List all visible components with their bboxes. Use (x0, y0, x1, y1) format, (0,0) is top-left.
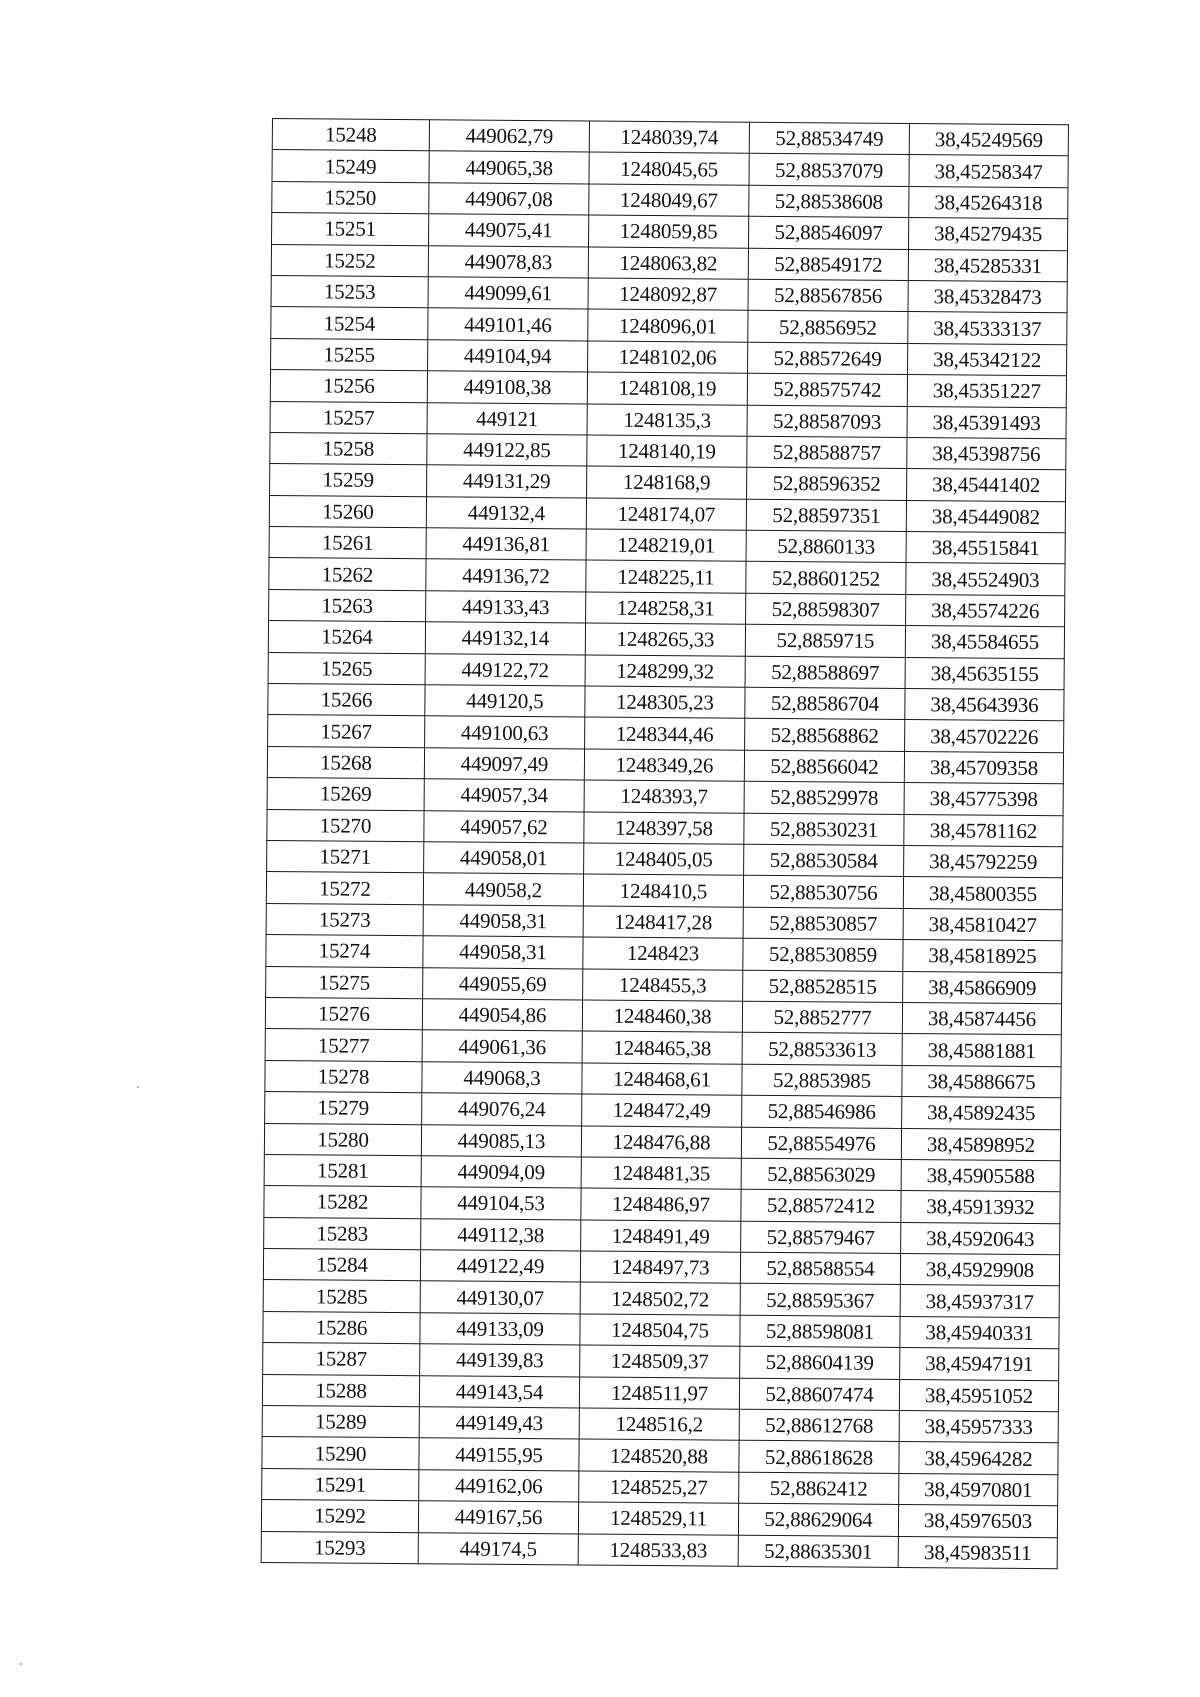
point-number-cell: 15265 (268, 652, 425, 685)
longitude-cell: 38,45515841 (906, 532, 1065, 565)
longitude-cell: 38,45810427 (903, 908, 1062, 941)
longitude-cell: 38,45970801 (899, 1473, 1058, 1506)
latitude-cell: 52,88528515 (743, 970, 903, 1003)
x-coordinate-cell: 449167,56 (418, 1501, 578, 1534)
point-number-cell: 15279 (265, 1092, 422, 1125)
y-coordinate-cell: 1248455,3 (583, 969, 743, 1002)
point-number-cell: 15284 (263, 1249, 420, 1282)
point-number-cell: 15254 (271, 307, 428, 340)
latitude-cell: 52,8852777 (742, 1001, 902, 1034)
longitude-cell: 38,45983511 (898, 1536, 1057, 1569)
longitude-cell: 38,45709358 (904, 751, 1063, 784)
latitude-cell: 52,88604139 (740, 1346, 900, 1379)
y-coordinate-cell: 1248265,33 (585, 623, 745, 656)
point-number-cell: 15259 (270, 464, 427, 497)
point-number-cell: 15260 (269, 495, 426, 528)
point-number-cell: 15268 (267, 746, 424, 779)
x-coordinate-cell: 449112,38 (421, 1218, 581, 1251)
point-number-cell: 15287 (263, 1343, 420, 1376)
longitude-cell: 38,45441402 (907, 469, 1066, 502)
longitude-cell: 38,45886675 (902, 1065, 1061, 1098)
x-coordinate-cell: 449133,43 (426, 591, 586, 624)
latitude-cell: 52,8853985 (742, 1064, 902, 1097)
latitude-cell: 52,88618628 (739, 1441, 899, 1474)
longitude-cell: 38,45333137 (908, 312, 1067, 345)
x-coordinate-cell: 449099,61 (428, 277, 588, 310)
y-coordinate-cell: 1248405,05 (584, 843, 744, 876)
point-number-cell: 15278 (265, 1060, 422, 1093)
latitude-cell: 52,88530231 (744, 813, 904, 846)
point-number-cell: 15289 (262, 1405, 419, 1438)
longitude-cell: 38,45249569 (909, 124, 1068, 157)
longitude-cell: 38,45964282 (899, 1442, 1058, 1475)
point-number-cell: 15263 (269, 589, 426, 622)
latitude-cell: 52,8856952 (748, 311, 908, 344)
document-sheet (261, 118, 1068, 1569)
latitude-cell: 52,8860133 (746, 530, 906, 563)
x-coordinate-cell: 449139,83 (420, 1344, 580, 1377)
latitude-cell: 52,88568862 (745, 719, 905, 752)
latitude-cell: 52,88530857 (743, 907, 903, 940)
point-number-cell: 15269 (267, 778, 424, 811)
longitude-cell: 38,45898952 (901, 1128, 1060, 1161)
y-coordinate-cell: 1248417,28 (583, 906, 743, 939)
y-coordinate-cell: 1248516,2 (579, 1408, 739, 1441)
latitude-cell: 52,88530584 (744, 844, 904, 877)
longitude-cell: 38,45940331 (900, 1316, 1059, 1349)
point-number-cell: 15273 (266, 903, 423, 936)
point-number-cell: 15290 (262, 1437, 419, 1470)
latitude-cell: 52,88597351 (746, 499, 906, 532)
y-coordinate-cell: 1248504,75 (580, 1314, 740, 1347)
x-coordinate-cell: 449132,4 (426, 496, 586, 529)
x-coordinate-cell: 449062,79 (429, 120, 589, 153)
point-number-cell: 15253 (271, 275, 428, 308)
longitude-cell: 38,45258347 (909, 155, 1068, 188)
point-number-cell: 15288 (262, 1374, 419, 1407)
x-coordinate-cell: 449122,85 (427, 434, 587, 467)
y-coordinate-cell: 1248529,11 (578, 1502, 738, 1535)
latitude-cell: 52,88529978 (744, 781, 904, 814)
longitude-cell: 38,45957333 (899, 1410, 1058, 1443)
x-coordinate-cell: 449136,72 (426, 559, 586, 592)
point-number-cell: 15281 (264, 1154, 421, 1187)
y-coordinate-cell: 1248465,38 (582, 1031, 742, 1064)
x-coordinate-cell: 449104,53 (421, 1187, 581, 1220)
scan-speck (20, 1663, 22, 1665)
longitude-cell: 38,45449082 (906, 500, 1065, 533)
longitude-cell: 38,45920643 (901, 1222, 1060, 1255)
x-coordinate-cell: 449108,38 (427, 371, 587, 404)
longitude-cell: 38,45781162 (904, 814, 1063, 847)
longitude-cell: 38,45342122 (908, 343, 1067, 376)
latitude-cell: 52,88635301 (738, 1535, 898, 1568)
point-number-cell: 15256 (270, 370, 427, 403)
latitude-cell: 52,88554976 (741, 1127, 901, 1160)
latitude-cell: 52,8862412 (739, 1472, 899, 1505)
latitude-cell: 52,88598307 (746, 593, 906, 626)
latitude-cell: 52,88538608 (749, 185, 909, 218)
point-number-cell: 15276 (265, 997, 422, 1030)
y-coordinate-cell: 1248039,74 (589, 121, 749, 154)
latitude-cell: 52,88587093 (747, 405, 907, 438)
x-coordinate-cell: 449120,5 (425, 685, 585, 718)
longitude-cell: 38,45881881 (902, 1034, 1061, 1067)
latitude-cell: 52,88563029 (741, 1158, 901, 1191)
x-coordinate-cell: 449101,46 (428, 308, 588, 341)
longitude-cell: 38,45905588 (901, 1159, 1060, 1192)
latitude-cell: 52,88533613 (742, 1033, 902, 1066)
longitude-cell: 38,45866909 (903, 971, 1062, 1004)
latitude-cell: 52,88596352 (747, 468, 907, 501)
x-coordinate-cell: 449131,29 (427, 465, 587, 498)
y-coordinate-cell: 1248472,49 (582, 1094, 742, 1127)
latitude-cell: 52,88530859 (743, 938, 903, 971)
latitude-cell: 52,88546986 (742, 1095, 902, 1128)
x-coordinate-cell: 449065,38 (429, 151, 589, 184)
y-coordinate-cell: 1248476,88 (581, 1125, 741, 1158)
latitude-cell: 52,88588757 (747, 436, 907, 469)
point-number-cell: 15252 (271, 244, 428, 277)
x-coordinate-cell: 449132,14 (425, 622, 585, 655)
y-coordinate-cell: 1248299,32 (585, 655, 745, 688)
point-number-cell: 15267 (268, 715, 425, 748)
x-coordinate-cell: 449068,3 (422, 1061, 582, 1094)
x-coordinate-cell: 449104,94 (428, 339, 588, 372)
x-coordinate-cell: 449078,83 (428, 245, 588, 278)
y-coordinate-cell: 1248511,97 (579, 1377, 739, 1410)
latitude-cell: 52,88530756 (743, 876, 903, 909)
x-coordinate-cell: 449143,54 (419, 1375, 579, 1408)
longitude-cell: 38,45937317 (900, 1285, 1059, 1318)
longitude-cell: 38,45702226 (905, 720, 1064, 753)
y-coordinate-cell: 1248258,31 (586, 592, 746, 625)
y-coordinate-cell: 1248102,06 (588, 341, 748, 374)
latitude-cell: 52,88566042 (744, 750, 904, 783)
longitude-cell: 38,45947191 (900, 1348, 1059, 1381)
point-number-cell: 15251 (272, 213, 429, 246)
y-coordinate-cell: 1248533,83 (578, 1534, 738, 1567)
x-coordinate-cell: 449058,2 (423, 873, 583, 906)
x-coordinate-cell: 449100,63 (425, 716, 585, 749)
coordinates-table-body (261, 119, 1068, 1569)
longitude-cell: 38,45929908 (900, 1254, 1059, 1287)
latitude-cell: 52,88586704 (745, 687, 905, 720)
x-coordinate-cell: 449174,5 (418, 1532, 578, 1565)
longitude-cell: 38,45524903 (906, 563, 1065, 596)
x-coordinate-cell: 449058,31 (423, 904, 583, 937)
point-number-cell: 15250 (272, 181, 429, 214)
y-coordinate-cell: 1248460,38 (582, 1000, 742, 1033)
x-coordinate-cell: 449133,09 (420, 1313, 580, 1346)
point-number-cell: 15258 (270, 432, 427, 465)
y-coordinate-cell: 1248168,9 (587, 466, 747, 499)
x-coordinate-cell: 449058,31 (423, 936, 583, 969)
longitude-cell: 38,45951052 (899, 1379, 1058, 1412)
point-number-cell: 15282 (264, 1186, 421, 1219)
latitude-cell: 52,88537079 (749, 154, 909, 187)
latitude-cell: 52,8859715 (745, 624, 905, 657)
x-coordinate-cell: 449055,69 (423, 967, 583, 1000)
point-number-cell: 15280 (264, 1123, 421, 1156)
x-coordinate-cell: 449057,34 (424, 779, 584, 812)
y-coordinate-cell: 1248045,65 (589, 152, 749, 185)
longitude-cell: 38,45892435 (902, 1097, 1061, 1130)
latitude-cell: 52,88588697 (745, 656, 905, 689)
x-coordinate-cell: 449122,49 (420, 1250, 580, 1283)
longitude-cell: 38,45976503 (898, 1505, 1057, 1538)
point-number-cell: 15272 (266, 872, 423, 905)
x-coordinate-cell: 449085,13 (421, 1124, 581, 1157)
point-number-cell: 15266 (268, 684, 425, 717)
point-number-cell: 15271 (267, 840, 424, 873)
x-coordinate-cell: 449057,62 (424, 810, 584, 843)
latitude-cell: 52,88629064 (738, 1503, 898, 1536)
y-coordinate-cell: 1248063,82 (588, 247, 748, 280)
point-number-cell: 15262 (269, 558, 426, 591)
latitude-cell: 52,88575742 (747, 373, 907, 406)
y-coordinate-cell: 1248092,87 (588, 278, 748, 311)
longitude-cell: 38,45635155 (905, 657, 1064, 690)
latitude-cell: 52,88567856 (748, 279, 908, 312)
point-number-cell: 15248 (272, 119, 429, 152)
y-coordinate-cell: 1248219,01 (586, 529, 746, 562)
x-coordinate-cell: 449130,07 (420, 1281, 580, 1314)
x-coordinate-cell: 449122,72 (425, 653, 585, 686)
point-number-cell: 15283 (264, 1217, 421, 1250)
x-coordinate-cell: 449061,36 (422, 1030, 582, 1063)
y-coordinate-cell: 1248140,19 (587, 435, 747, 468)
y-coordinate-cell: 1248049,67 (589, 184, 749, 217)
latitude-cell: 52,88572412 (741, 1189, 901, 1222)
latitude-cell: 52,88607474 (739, 1378, 899, 1411)
y-coordinate-cell: 1248481,35 (581, 1157, 741, 1190)
longitude-cell: 38,45328473 (908, 280, 1067, 313)
y-coordinate-cell: 1248520,88 (579, 1439, 739, 1472)
y-coordinate-cell: 1248491,49 (581, 1220, 741, 1253)
latitude-cell: 52,88546097 (748, 216, 908, 249)
longitude-cell: 38,45264318 (909, 186, 1068, 219)
y-coordinate-cell: 1248423 (583, 937, 743, 970)
table-row (261, 1531, 1057, 1569)
point-number-cell: 15275 (266, 966, 423, 999)
x-coordinate-cell: 449162,06 (419, 1469, 579, 1502)
point-number-cell: 15257 (270, 401, 427, 434)
x-coordinate-cell: 449121 (427, 402, 587, 435)
y-coordinate-cell: 1248305,23 (585, 686, 745, 719)
latitude-cell: 52,88588554 (740, 1252, 900, 1285)
longitude-cell: 38,45818925 (903, 940, 1062, 973)
point-number-cell: 15261 (269, 527, 426, 560)
longitude-cell: 38,45391493 (907, 406, 1066, 439)
point-number-cell: 15270 (267, 809, 424, 842)
x-coordinate-cell: 449054,86 (422, 999, 582, 1032)
point-number-cell: 15292 (261, 1500, 418, 1533)
point-number-cell: 15285 (263, 1280, 420, 1313)
point-number-cell: 15277 (265, 1029, 422, 1062)
latitude-cell: 52,88579467 (741, 1221, 901, 1254)
x-coordinate-cell: 449149,43 (419, 1407, 579, 1440)
y-coordinate-cell: 1248497,73 (580, 1251, 740, 1284)
longitude-cell: 38,45643936 (905, 689, 1064, 722)
point-number-cell: 15264 (268, 621, 425, 654)
y-coordinate-cell: 1248108,19 (587, 372, 747, 405)
latitude-cell: 52,88534749 (749, 122, 909, 155)
longitude-cell: 38,45792259 (904, 845, 1063, 878)
y-coordinate-cell: 1248410,5 (583, 874, 743, 907)
longitude-cell: 38,45874456 (902, 1002, 1061, 1035)
x-coordinate-cell: 449094,09 (421, 1156, 581, 1189)
y-coordinate-cell: 1248468,61 (582, 1063, 742, 1096)
point-number-cell: 15274 (266, 935, 423, 968)
x-coordinate-cell: 449075,41 (429, 214, 589, 247)
coordinates-table (261, 118, 1069, 1569)
latitude-cell: 52,88612768 (739, 1409, 899, 1442)
point-number-cell: 15286 (263, 1311, 420, 1344)
y-coordinate-cell: 1248344,46 (585, 717, 745, 750)
x-coordinate-cell: 449076,24 (422, 1093, 582, 1126)
y-coordinate-cell: 1248397,58 (584, 812, 744, 845)
y-coordinate-cell: 1248502,72 (580, 1282, 740, 1315)
y-coordinate-cell: 1248174,07 (586, 498, 746, 531)
point-number-cell: 15255 (271, 338, 428, 371)
y-coordinate-cell: 1248509,37 (580, 1345, 740, 1378)
point-number-cell: 15291 (262, 1468, 419, 1501)
y-coordinate-cell: 1248135,3 (587, 404, 747, 437)
longitude-cell: 38,45279435 (908, 218, 1067, 251)
longitude-cell: 38,45398756 (907, 437, 1066, 470)
latitude-cell: 52,88598081 (740, 1315, 900, 1348)
longitude-cell: 38,45584655 (905, 626, 1064, 659)
longitude-cell: 38,45285331 (908, 249, 1067, 282)
x-coordinate-cell: 449058,01 (424, 842, 584, 875)
longitude-cell: 38,45913932 (901, 1191, 1060, 1224)
y-coordinate-cell: 1248525,27 (579, 1471, 739, 1504)
y-coordinate-cell: 1248349,26 (584, 749, 744, 782)
x-coordinate-cell: 449155,95 (419, 1438, 579, 1471)
point-number-cell: 15293 (261, 1531, 418, 1564)
latitude-cell: 52,88572649 (748, 342, 908, 375)
latitude-cell: 52,88595367 (740, 1284, 900, 1317)
x-coordinate-cell: 449136,81 (426, 528, 586, 561)
x-coordinate-cell: 449067,08 (429, 183, 589, 216)
longitude-cell: 38,45574226 (906, 594, 1065, 627)
y-coordinate-cell: 1248059,85 (589, 215, 749, 248)
y-coordinate-cell: 1248486,97 (581, 1188, 741, 1221)
longitude-cell: 38,45800355 (903, 877, 1062, 910)
longitude-cell: 38,45351227 (907, 375, 1066, 408)
y-coordinate-cell: 1248225,11 (586, 560, 746, 593)
scan-speck (137, 1086, 139, 1088)
y-coordinate-cell: 1248393,7 (584, 780, 744, 813)
latitude-cell: 52,88601252 (746, 562, 906, 595)
y-coordinate-cell: 1248096,01 (588, 309, 748, 342)
x-coordinate-cell: 449097,49 (424, 748, 584, 781)
longitude-cell: 38,45775398 (904, 783, 1063, 816)
point-number-cell: 15249 (272, 150, 429, 183)
latitude-cell: 52,88549172 (748, 248, 908, 281)
